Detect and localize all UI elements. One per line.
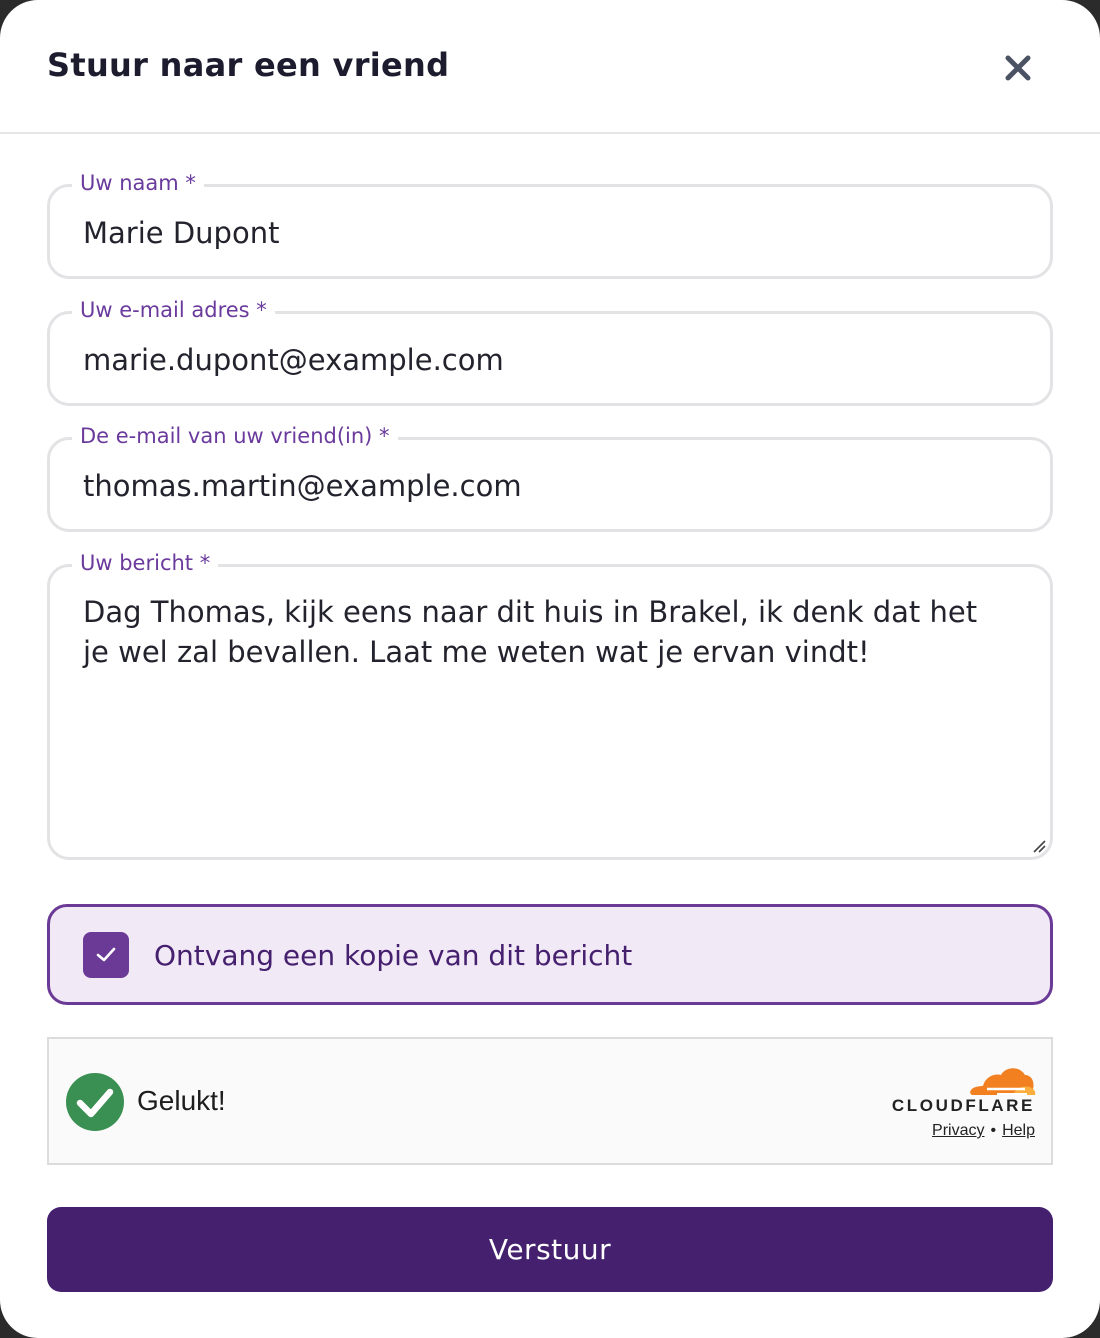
cloudflare-wordmark: CLOUDFLARE (891, 1096, 1035, 1115)
friend-email-input[interactable]: thomas.martin@example.com (83, 469, 522, 503)
message-field[interactable] (47, 551, 1053, 860)
name-label: Uw naam * (72, 169, 204, 197)
captcha-status: Gelukt! (137, 1085, 226, 1116)
email-input[interactable]: marie.dupont@example.com (83, 343, 504, 377)
friend-email-label: De e-mail van uw vriend(in) * (72, 422, 398, 450)
dialog-header (0, 0, 1100, 134)
captcha-widget (47, 1037, 1053, 1165)
name-input[interactable]: Marie Dupont (83, 216, 280, 250)
copy-checkbox-row[interactable] (47, 904, 1053, 1005)
check-circle-icon (65, 1072, 125, 1132)
help-link[interactable]: Help (1002, 1122, 1035, 1139)
friend-email-field[interactable] (47, 424, 1053, 532)
dialog-title: Stuur naar een vriend (47, 46, 450, 84)
close-icon (1004, 54, 1032, 82)
name-field[interactable] (47, 171, 1053, 279)
checkmark-icon (95, 946, 117, 964)
captcha-links (932, 1121, 1035, 1141)
message-label: Uw bericht * (72, 549, 218, 577)
submit-button[interactable]: Verstuur (47, 1207, 1053, 1292)
copy-checkbox-label[interactable]: Ontvang een kopie van dit bericht (154, 939, 633, 972)
resize-handle-icon[interactable] (1032, 839, 1046, 853)
copy-checkbox[interactable] (83, 932, 129, 978)
close-button[interactable] (996, 46, 1040, 90)
link-separator: • (990, 1122, 997, 1139)
email-field[interactable] (47, 298, 1053, 406)
privacy-link[interactable]: Privacy (932, 1122, 985, 1139)
email-label: Uw e-mail adres * (72, 296, 275, 324)
cloudflare-logo-icon (967, 1061, 1037, 1097)
message-textarea[interactable]: Dag Thomas, kijk eens naar dit huis in Brakel, ik denk dat het je wel zal bevallen. Laat me weten wat je ervan vindt! (83, 595, 978, 669)
